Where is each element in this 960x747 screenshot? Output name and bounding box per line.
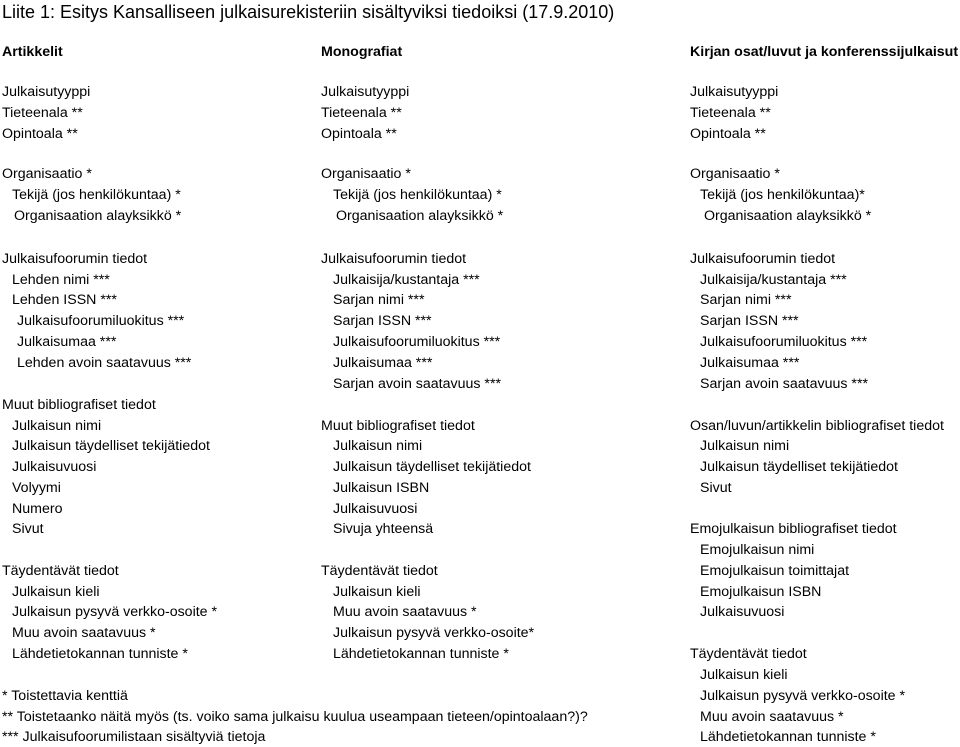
field-label: Julkaisun kieli (12, 584, 100, 600)
field-label: Julkaisija/kustantaja *** (700, 272, 847, 288)
field-label: Julkaisun kieli (333, 584, 421, 600)
field-label: Tekijä (jos henkilökuntaa) * (12, 187, 181, 203)
field-label: Emojulkaisun bibliografiset tiedot (690, 521, 897, 537)
field-label: Tieteenala ** (2, 105, 83, 121)
field-label: Sivut (12, 521, 44, 537)
field-label: Julkaisun täydelliset tekijätiedot (333, 459, 531, 475)
field-label: Julkaisun pysyvä verkko-osoite * (12, 604, 218, 620)
field-label: Julkaisun ISBN (333, 480, 430, 496)
field-label: Numero (12, 501, 63, 517)
field-label: Julkaisuvuosi (700, 604, 785, 620)
field-label: Julkaisuvuosi (12, 459, 97, 475)
field-label: Sarjan ISSN *** (333, 313, 432, 329)
field-label: Julkaisufoorumiluokitus *** (700, 334, 868, 350)
field-label: Julkaisufoorumin tiedot (321, 251, 467, 267)
footnote: * Toistettavia kenttiä (2, 688, 128, 704)
field-label: Sarjan nimi *** (333, 292, 425, 308)
field-label: Lähdetietokannan tunniste * (333, 646, 509, 662)
field-label: Muu avoin saatavuus * (12, 625, 156, 641)
column-header: Kirjan osat/luvut ja konferenssijulkaisut (690, 44, 959, 60)
field-label: Julkaisufoorumin tiedot (690, 251, 836, 267)
field-label: Tekijä (jos henkilökuntaa) * (333, 187, 502, 203)
field-label: Julkaisun nimi (12, 418, 102, 434)
field-label: Opintoala ** (321, 126, 397, 142)
field-label: Lehden avoin saatavuus *** (17, 355, 192, 371)
field-label: Julkaisija/kustantaja *** (333, 272, 480, 288)
field-label: Opintoala ** (2, 126, 78, 142)
field-label: Sarjan ISSN *** (700, 313, 799, 329)
footnote: ** Toistetaanko näitä myös (ts. voiko sama julkaisu kuulua useampaan tieteen/opintoalaan?)? (2, 709, 588, 725)
field-label: Julkaisufoorumiluokitus *** (333, 334, 501, 350)
field-label: Täydentävät tiedot (2, 563, 119, 579)
field-label: Lähdetietokannan tunniste * (700, 729, 876, 745)
field-label: Tieteenala ** (321, 105, 402, 121)
field-label: Organisaatio * (2, 166, 92, 182)
field-label: Julkaisutyyppi (690, 84, 779, 100)
field-label: Julkaisuvuosi (333, 501, 418, 517)
field-label: Muut bibliografiset tiedot (2, 397, 156, 413)
field-label: Emojulkaisun nimi (700, 542, 815, 558)
field-label: Organisaation alayksikkö * (14, 208, 182, 224)
field-label: Julkaisun täydelliset tekijätiedot (700, 459, 898, 475)
field-label: Organisaatio * (690, 166, 780, 182)
field-label: Organisaation alayksikkö * (704, 208, 872, 224)
field-label: Osan/luvun/artikkelin bibliografiset tiedot (690, 418, 944, 434)
field-label: Lehden ISSN *** (12, 292, 117, 308)
field-label: Täydentävät tiedot (690, 646, 807, 662)
field-label: Julkaisun pysyvä verkko-osoite* (333, 625, 535, 641)
field-label: Julkaisun nimi (700, 438, 790, 454)
field-label: Sivut (700, 480, 732, 496)
field-label: Sarjan nimi *** (700, 292, 792, 308)
page-title: Liite 1: Esitys Kansalliseen julkaisurekisteriin sisältyviksi tiedoiksi (17.9.2010) (2, 2, 615, 22)
field-label: Lähdetietokannan tunniste * (12, 646, 188, 662)
column-header: Artikkelit (2, 44, 63, 60)
field-label: Julkaisufoorumin tiedot (2, 251, 148, 267)
column-header: Monografiat (321, 44, 403, 60)
field-label: Organisaation alayksikkö * (336, 208, 504, 224)
field-label: Julkaisumaa *** (333, 355, 433, 371)
field-label: Julkaisufoorumiluokitus *** (17, 313, 185, 329)
field-label: Emojulkaisun toimittajat (700, 563, 850, 579)
field-label: Julkaisun täydelliset tekijätiedot (12, 438, 210, 454)
field-label: Opintoala ** (690, 126, 766, 142)
field-label: Julkaisutyyppi (2, 84, 91, 100)
field-label: Täydentävät tiedot (321, 563, 438, 579)
field-label: Sivuja yhteensä (333, 521, 434, 537)
field-label: Sarjan avoin saatavuus *** (700, 376, 868, 392)
footnote: *** Julkaisufoorumilistaan sisältyviä tietoja (2, 729, 266, 745)
field-label: Julkaisumaa *** (17, 334, 117, 350)
field-label: Julkaisumaa *** (700, 355, 800, 371)
field-label: Volyymi (12, 480, 61, 496)
field-label: Julkaisun nimi (333, 438, 423, 454)
field-label: Tekijä (jos henkilökuntaa)* (700, 187, 865, 203)
field-label: Muut bibliografiset tiedot (321, 418, 475, 434)
field-label: Tieteenala ** (690, 105, 771, 121)
field-label: Organisaatio * (321, 166, 411, 182)
field-label: Julkaisun pysyvä verkko-osoite * (700, 688, 906, 704)
field-label: Emojulkaisun ISBN (700, 584, 822, 600)
field-label: Muu avoin saatavuus * (700, 709, 844, 725)
field-label: Sarjan avoin saatavuus *** (333, 376, 501, 392)
field-label: Muu avoin saatavuus * (333, 604, 477, 620)
field-label: Julkaisun kieli (700, 667, 788, 683)
field-label: Lehden nimi *** (12, 272, 110, 288)
field-label: Julkaisutyyppi (321, 84, 410, 100)
